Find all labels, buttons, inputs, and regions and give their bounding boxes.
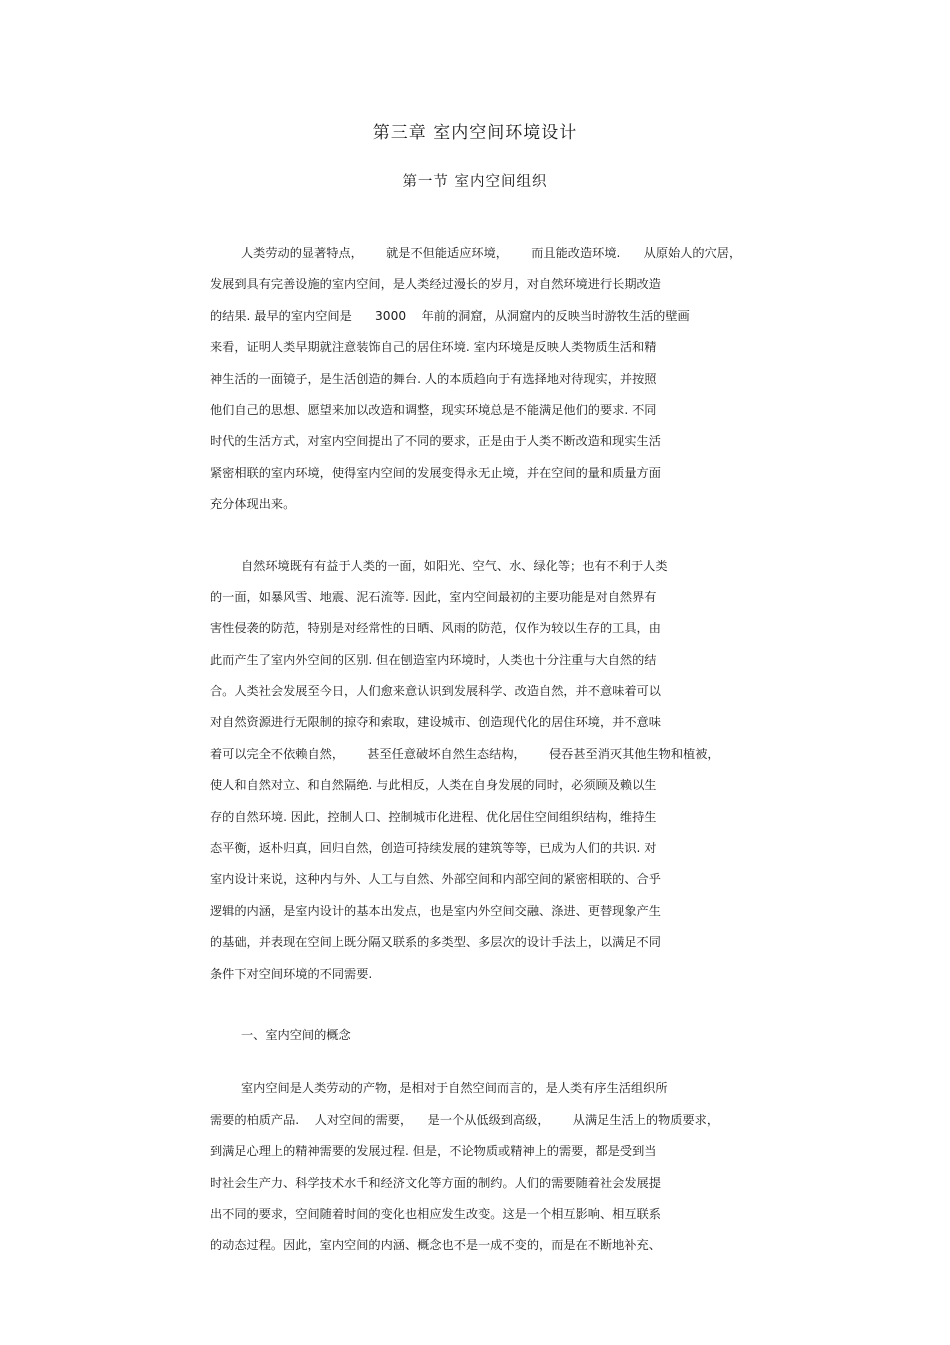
text-line: 对自然资源进行无限制的掠夺和索取，建设城市、创造现代化的居住环境，并不意味 [210,715,661,730]
document-body [210,238,750,1262]
chapter-title: 第三章 室内空间环境设计 [372,123,578,143]
text-line: 发展到具有完善设施的室内空间，是人类经过漫长的岁月，对自然环境进行长期改造 [210,277,661,292]
paragraph-1 [210,238,750,521]
text-line: 此而产生了室内外空间的区别. 但在刨造室内环境时，人类也十分注重与大自然的结 [210,652,657,667]
text-line: 自然环境既有有益于人类的一面，如阳光、空气、水、绿化等；也有不利于人类 [210,558,668,573]
text-line: 的基础，并表现在空间上既分隔又联系的多类型、多层次的设计手法上，以满足不同 [210,935,661,950]
text-line: 合。人类社会发展至今日，人们愈来意认识到发展科学、改造自然，并不意味着可以 [210,684,661,699]
text-line: 室内空间是人类劳动的产物，是相对于自然空间而言的，是人类有序生活组织所 [210,1081,668,1096]
text-line: 着可以完全不依赖自然， 甚至任意破坏自然生态结构， 侵吞甚至消灭其他生物和植被， [210,746,720,761]
text-line: 的一面，如暴风雪、地震、泥石流等. 因此，室内空间最初的主要功能是对自然界有 [210,589,657,604]
text-line: 害性侵袭的防范，特别是对经常性的日晒、风雨的防范，仅作为较以生存的工具，由 [210,621,661,636]
text-line: 来看，证明人类早期就注意装饰自己的居住环境. 室内环境是反映人类物质生活和精 [210,340,657,355]
text-line: 的结果. 最早的室内空间是 3000 年前的洞窟，从洞窟内的反映当时游牧生活的壁画 [210,308,690,323]
text-line: 人类劳动的显著特点， 就是不但能适应环境， 而且能改造环境. 从原始人的穴居， [210,246,742,260]
text-line: 逻辑的内涵，是室内设计的基本出发点，也是室内外空间交融、涤进、更替现象产生 [210,903,661,918]
text-line: 使人和自然对立、和自然隔绝. 与此相反，人类在自身发展的同时，必须顾及赖以生 [210,778,657,793]
paragraph-gap [210,521,750,551]
text-line: 出不同的要求，空间随着时间的变化也相应发生改变。这是一个相互影响、相互联系 [210,1206,661,1221]
text-line: 室内设计来说，这种内与外、人工与自然、外部空间和内部空间的紧密相联的、合乎 [210,872,661,887]
text-line: 充分体现出来。 [210,497,296,512]
paragraph-gap [210,990,750,1020]
text-line: 时代的生活方式，对室内空间提出了不同的要求，正是由于人类不断改造和现实生活 [210,434,661,449]
paragraph-3 [210,1073,750,1261]
text-line: 条件下对空间环境的不同需要. [210,966,373,981]
paragraph-gap [210,1051,750,1073]
text-line: 紧密相联的室内环境，使得室内空间的发展变得永无止境，并在空间的量和质量方面 [210,465,661,480]
text-line: 存的自然环境. 因此，控制人口、控制城市化进程、优化居住空间组织结构，维持生 [210,809,657,824]
section-title: 第一节 室内空间组织 [402,174,548,190]
text-line: 到满足心理上的精神需要的发展过程. 但是，不论物质或精神上的需要，都是受到当 [210,1144,657,1159]
text-line: 需要的柏质产品. 人对空间的需要， 是一个从低级到高级， 从满足生活上的物质要求， [210,1112,720,1127]
text-line: 神生活的一面镜子，是生活创造的舞台. 人的本质趋向于有选择地对待现实，并按照 [210,371,657,386]
text-line: 的动态过程。因此，室内空间的内涵、概念也不是一成不变的，而是在不断地补充、 [210,1238,661,1253]
subheading: 一、室内空间的概念 [210,1027,351,1042]
text-line: 态平衡，返朴归真，回归自然，创造可持续发展的建筑等等，已成为人们的共识. 对 [210,841,657,856]
paragraph-2 [210,551,750,990]
text-line: 他们自己的思想、愿望来加以改造和调整，现实环境总是不能满足他们的要求. 不同 [210,402,657,417]
text-line: 时社会生产力、科学技术水千和经济文化等方面的制约。人们的需要随着社会发展提 [210,1175,661,1190]
